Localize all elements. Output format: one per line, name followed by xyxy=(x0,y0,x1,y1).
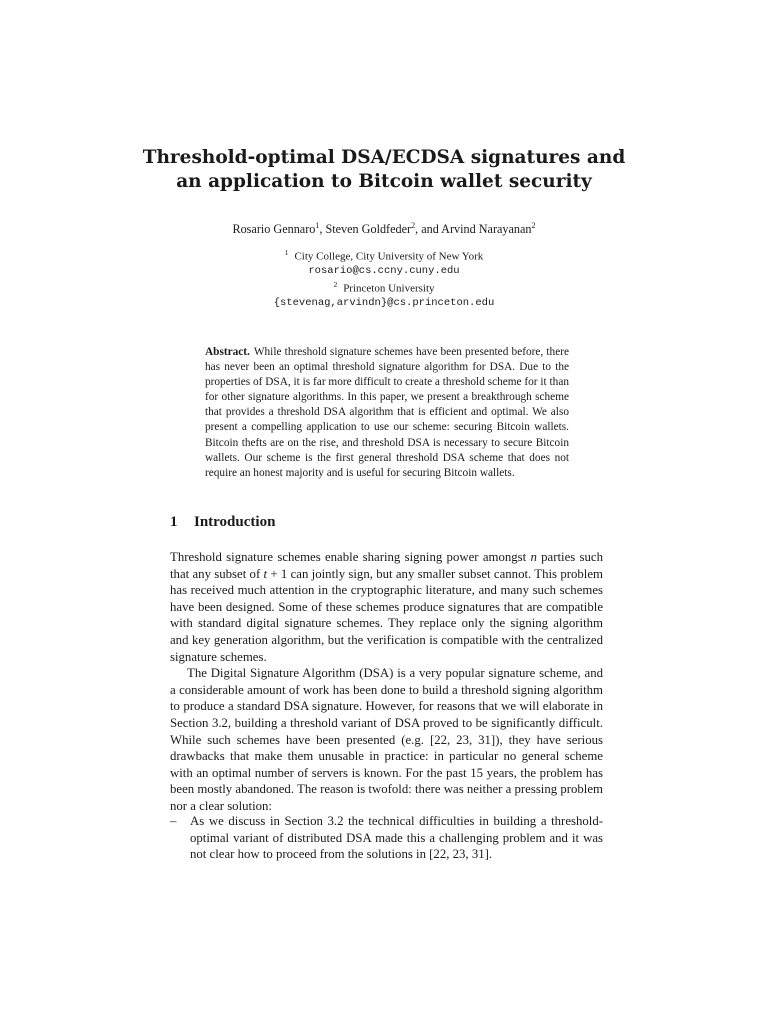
title-line-2: an application to Bitcoin wallet security xyxy=(176,171,592,192)
paragraph xyxy=(170,549,603,665)
math-t: t xyxy=(263,566,268,581)
affil-mark: 2 xyxy=(333,280,338,290)
author-affil-mark: 2 xyxy=(531,221,536,230)
title-line-1: Threshold-optimal DSA/ECDSA signatures and xyxy=(142,147,626,168)
affiliation-1 xyxy=(120,246,648,264)
section-number: 1 xyxy=(170,514,178,530)
author-list xyxy=(120,218,648,237)
text-run: parties such that any subset of xyxy=(170,550,603,581)
author-affil-mark: 1 xyxy=(315,221,320,230)
affiliation-2 xyxy=(120,278,648,296)
abstract-text: While threshold signature schemes have been presented before, there has never been an optimal threshold signature algorithm for DSA. Due to the properties of DSA, it is far more difficult to create a threshold scheme for it than for other signature algorithms. In this paper, we present a breakthrough scheme that provides a threshold DSA algorithm that is efficient and optimal. We also present a compelling application to use our scheme: securing Bitcoin wallets. Bitcoin thefts are on the rise, and threshold DSA is necessary to secure Bitcoin wallets. Our scheme is the first general threshold DSA scheme that does not require an honest majority and is useful for securing Bitcoin wallets. xyxy=(205,346,569,479)
bullet-list xyxy=(170,813,603,863)
author-separator: , xyxy=(319,222,326,237)
intro-body xyxy=(170,549,603,815)
author-separator: , and xyxy=(415,222,442,237)
abstract xyxy=(205,345,569,481)
paragraph: The Digital Signature Algorithm (DSA) is a very popular signature scheme, and a considerable amount of work has been done to build a threshold signing algorithm to produce a standard DSA signature. However, for reasons that we will elaborate in Section 3.2, building a threshold variant of DSA proved to be significantly difficult. While such schemes have been presented (e.g. [22, 23, 31]), they have serious drawbacks that make them unusable in practice: in particular no general scheme with an optimal number of servers is known. For the past 15 years, the problem has been mostly abandoned. The reason is twofold: there was neither a pressing problem nor a clear solution: xyxy=(170,666,603,813)
list-dash: – xyxy=(170,814,177,828)
list-item xyxy=(170,813,603,863)
author-name: Steven Goldfeder xyxy=(325,222,412,237)
affil-mark: 1 xyxy=(284,248,289,257)
author-name: Rosario Gennaro xyxy=(232,222,316,237)
text-run: + 1 can jointly sign, but any smaller subset cannot. This problem has received much attention in the cryptographic literature, and many such schemes have been designed. Some of these schemes produce signatures that are compatible with standard digital signature schemes. They replace only the signing algorithm and key generation algorithm, but the verification is compatible with the centralized signature schemes. xyxy=(170,566,603,664)
section-title: Introduction xyxy=(194,514,276,530)
affil-email: {stevenag,arvindn}@cs.princeton.edu xyxy=(273,297,495,310)
list-item-text: As we discuss in Section 3.2 the technical difficulties in building a threshold-optimal variant of distributed DSA made this a challenging problem and it was not clear how to proceed from the solutions in [22, 23, 31]. xyxy=(190,814,603,862)
text-run: Threshold signature schemes enable sharing signing power amongst xyxy=(170,550,531,564)
affil-name: Princeton University xyxy=(343,282,435,295)
affil-email: rosario@cs.ccny.cuny.edu xyxy=(308,264,460,277)
paper-title xyxy=(120,146,648,194)
author-affil-mark: 2 xyxy=(411,221,416,230)
section-heading xyxy=(170,514,275,531)
math-n: n xyxy=(530,550,537,564)
affil-name: City College, City University of New York xyxy=(294,250,484,263)
affiliations xyxy=(120,246,648,311)
abstract-label: Abstract. xyxy=(205,346,250,358)
author-name: Arvind Narayanan xyxy=(441,222,532,237)
